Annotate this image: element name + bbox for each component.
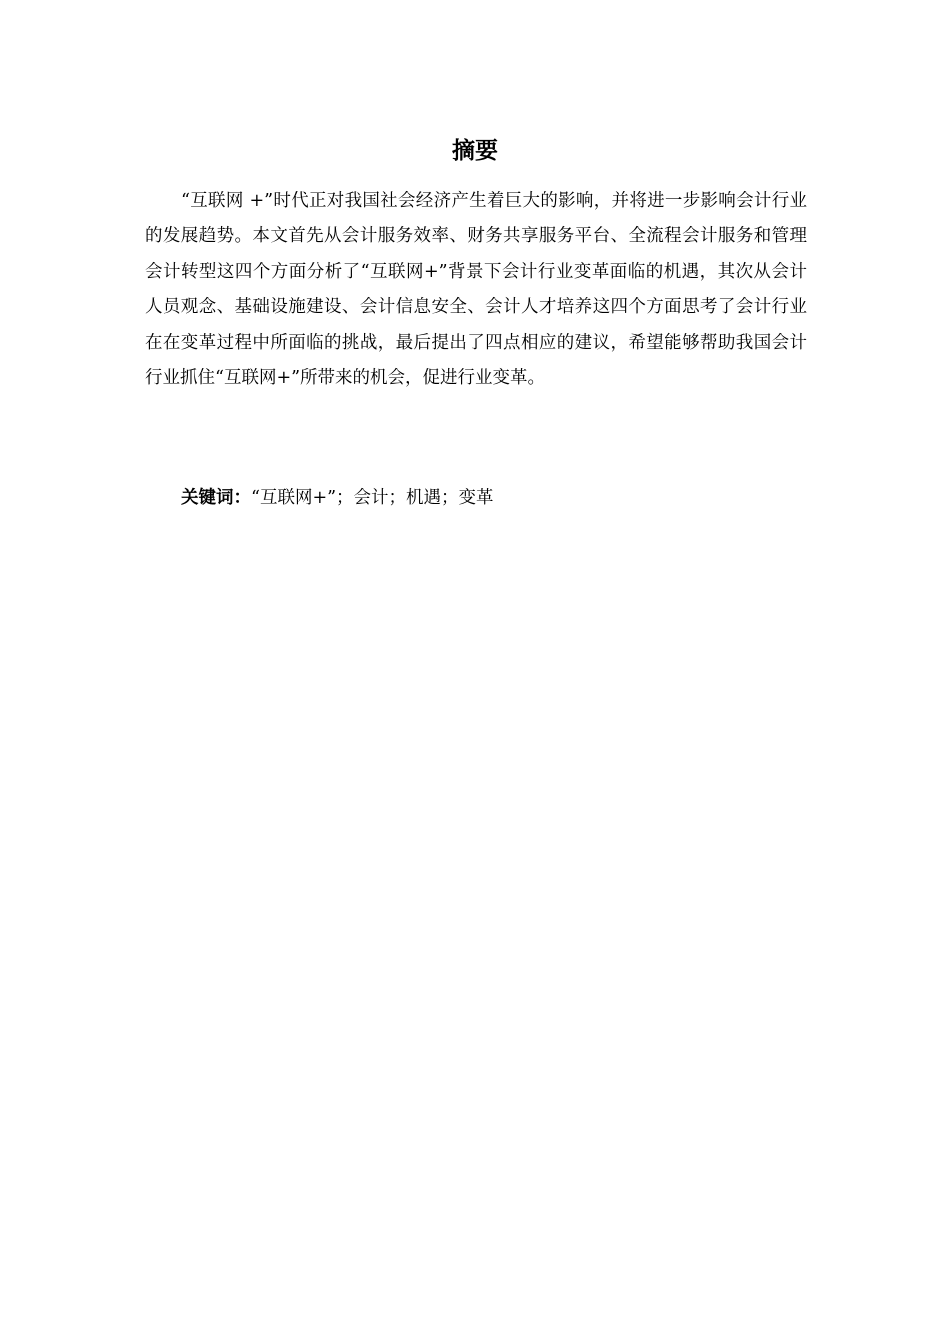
keywords-line [181,482,494,514]
abstract-body: “互联网 +”时代正对我国社会经济产生着巨大的影响，并将进一步影响会计行业的发展趋势。本文首先从会计服务效率、财务共享服务平台、全流程会计服务和管理会计转型这四个方面分析了“互联网+”背景下会计行业变革面临的机遇，其次从会计人员观念、基础设施建设、会计信息安全、会计人才培养这四个方面思考了会计行业在在变革过程中所面临的挑战，最后提出了四点相应的建议，希望能够帮助我国会计行业抓住“互联网+”所带来的机会，促进行业变革。 [145,191,807,389]
abstract-title: 摘要 [452,138,498,164]
keywords-label: 关键词： [181,488,251,508]
keywords-value: “互联网+”；会计；机遇；变革 [251,488,494,508]
